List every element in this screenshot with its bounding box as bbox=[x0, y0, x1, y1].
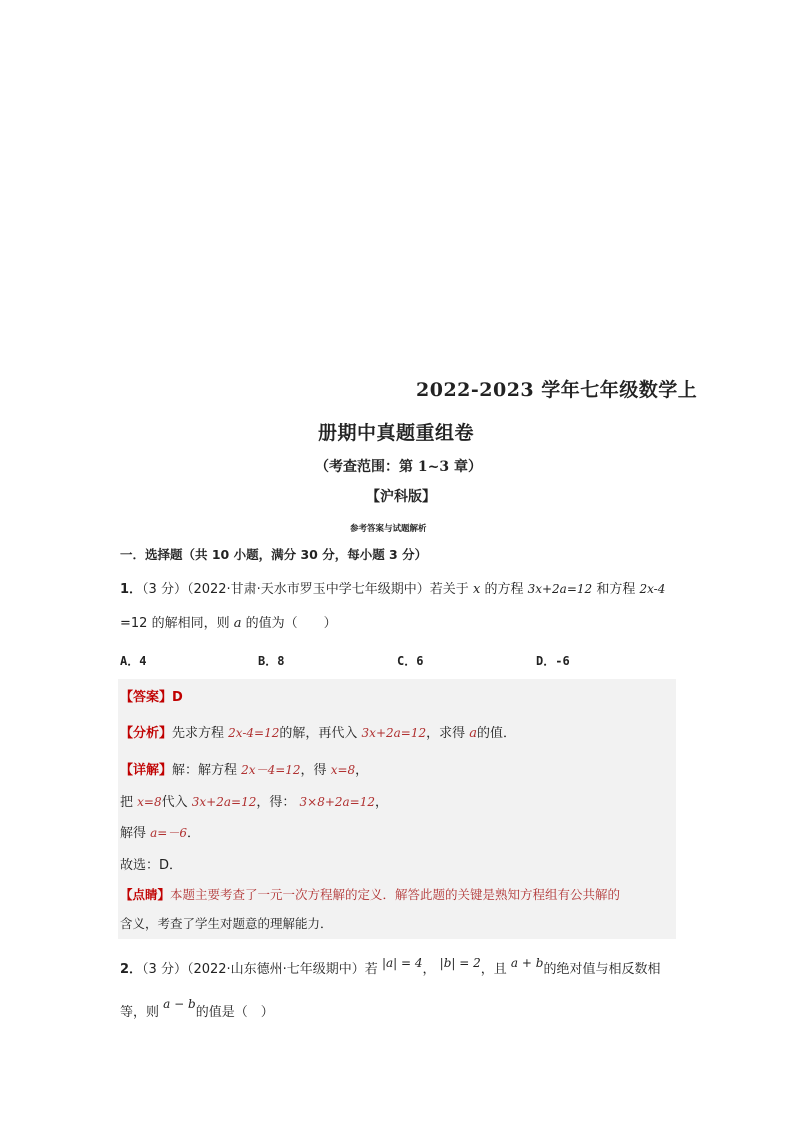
analysis-text: 先求方程 bbox=[172, 726, 225, 741]
question-text: ， bbox=[422, 962, 436, 977]
sum-expression: a + b bbox=[510, 956, 544, 970]
question-2-line1 bbox=[120, 958, 660, 977]
choose-line: 故选：D． bbox=[120, 858, 183, 873]
detail-substitution: x=8 bbox=[137, 795, 162, 809]
detail-text: ，得 bbox=[300, 763, 327, 778]
comment-line-2: 含义，考查了学生对题意的理解能力． bbox=[120, 916, 333, 931]
question-1-line2 bbox=[120, 612, 337, 631]
question-text: =12 的解相同，则 bbox=[120, 616, 230, 631]
question-text: 和方程 bbox=[596, 582, 636, 597]
question-text: 的方程 bbox=[484, 582, 524, 597]
page-title-line1: 2022-2023 学年七年级数学上 bbox=[416, 379, 698, 401]
answer-analysis-note: 参考答案与试题解析 bbox=[350, 524, 427, 534]
detail-line-2 bbox=[120, 791, 388, 810]
analysis-text: 的解，再代入 bbox=[279, 726, 358, 741]
detail-text: 解得 bbox=[120, 826, 147, 841]
detail-text: 把 bbox=[120, 795, 134, 810]
analysis-text: 的值． bbox=[477, 726, 517, 741]
section-heading: 一．选择题（共 10 小题，满分 30 分，每小题 3 分） bbox=[120, 547, 428, 562]
detail-equation: 2x－4=12 bbox=[241, 763, 301, 777]
option-b[interactable]: B．8 bbox=[258, 654, 285, 668]
difference-expression: a − b bbox=[163, 997, 196, 1011]
detail-line-1 bbox=[120, 759, 368, 778]
question-number: 2． bbox=[120, 962, 143, 977]
equation-2: 2x-4 bbox=[639, 582, 666, 596]
answer-line bbox=[120, 686, 183, 705]
variable-x: x bbox=[472, 582, 481, 597]
abs-b-expression: |b| = 2 bbox=[439, 956, 481, 970]
analysis-equation-1: 2x-4=12 bbox=[228, 726, 280, 740]
detail-equation: 3x+2a=12 bbox=[191, 795, 257, 809]
detail-result: a=－6 bbox=[150, 826, 188, 840]
detail-text: ， bbox=[375, 795, 389, 810]
question-text: 等，则 bbox=[120, 1005, 160, 1020]
detail-result: x=8 bbox=[330, 763, 356, 777]
question-text: ，且 bbox=[480, 962, 507, 977]
comment-tag: 【点睛】 bbox=[120, 887, 171, 902]
analysis-variable: a bbox=[469, 726, 478, 741]
answer-tag: 【答案】 bbox=[120, 690, 173, 705]
detail-text: ， bbox=[355, 763, 369, 778]
detail-tag: 【详解】 bbox=[120, 763, 173, 778]
question-meta: （3 分）（2022·山东德州·七年级期中）若 bbox=[142, 962, 378, 977]
comment-line-1 bbox=[120, 885, 620, 903]
detail-text: ． bbox=[187, 826, 201, 841]
question-1-line1 bbox=[120, 578, 665, 597]
answer-value: D bbox=[172, 690, 183, 705]
analysis-tag: 【分析】 bbox=[120, 726, 173, 741]
question-text: 的值为（ ） bbox=[245, 616, 337, 631]
detail-calculation: 3×8+2a=12 bbox=[299, 795, 376, 809]
variable-a: a bbox=[233, 616, 242, 631]
abs-a-expression: |a| = 4 bbox=[381, 956, 423, 970]
analysis-text: ，求得 bbox=[426, 726, 466, 741]
comment-text: 本题主要考查了一元一次方程解的定义．解答此题的关键是熟知方程组有公共解的 bbox=[170, 887, 621, 902]
detail-text: ，得： bbox=[256, 795, 296, 810]
detail-text: 代入 bbox=[161, 795, 188, 810]
edition-label: 【沪科版】 bbox=[366, 489, 436, 505]
question-text: 的值是（ ） bbox=[195, 1005, 274, 1020]
question-2-line2 bbox=[120, 997, 274, 1020]
option-d[interactable]: D．-6 bbox=[536, 654, 570, 668]
analysis-equation-2: 3x+2a=12 bbox=[361, 726, 427, 740]
exam-scope: （考查范围：第 1~3 章） bbox=[315, 459, 482, 475]
option-a[interactable]: A．4 bbox=[120, 654, 147, 668]
page-title-line2: 册期中真题重组卷 bbox=[318, 422, 475, 444]
equation-1: 3x+2a=12 bbox=[527, 582, 593, 596]
question-text: 的绝对值与相反数相 bbox=[543, 962, 661, 977]
detail-line-3 bbox=[120, 822, 200, 841]
option-c[interactable]: C．6 bbox=[397, 654, 424, 668]
detail-text: 解：解方程 bbox=[172, 763, 238, 778]
question-meta: （3 分）（2022·甘肃·天水市罗玉中学七年级期中）若关于 bbox=[142, 582, 469, 597]
question-number: 1． bbox=[120, 582, 143, 597]
analysis-line bbox=[120, 722, 516, 741]
